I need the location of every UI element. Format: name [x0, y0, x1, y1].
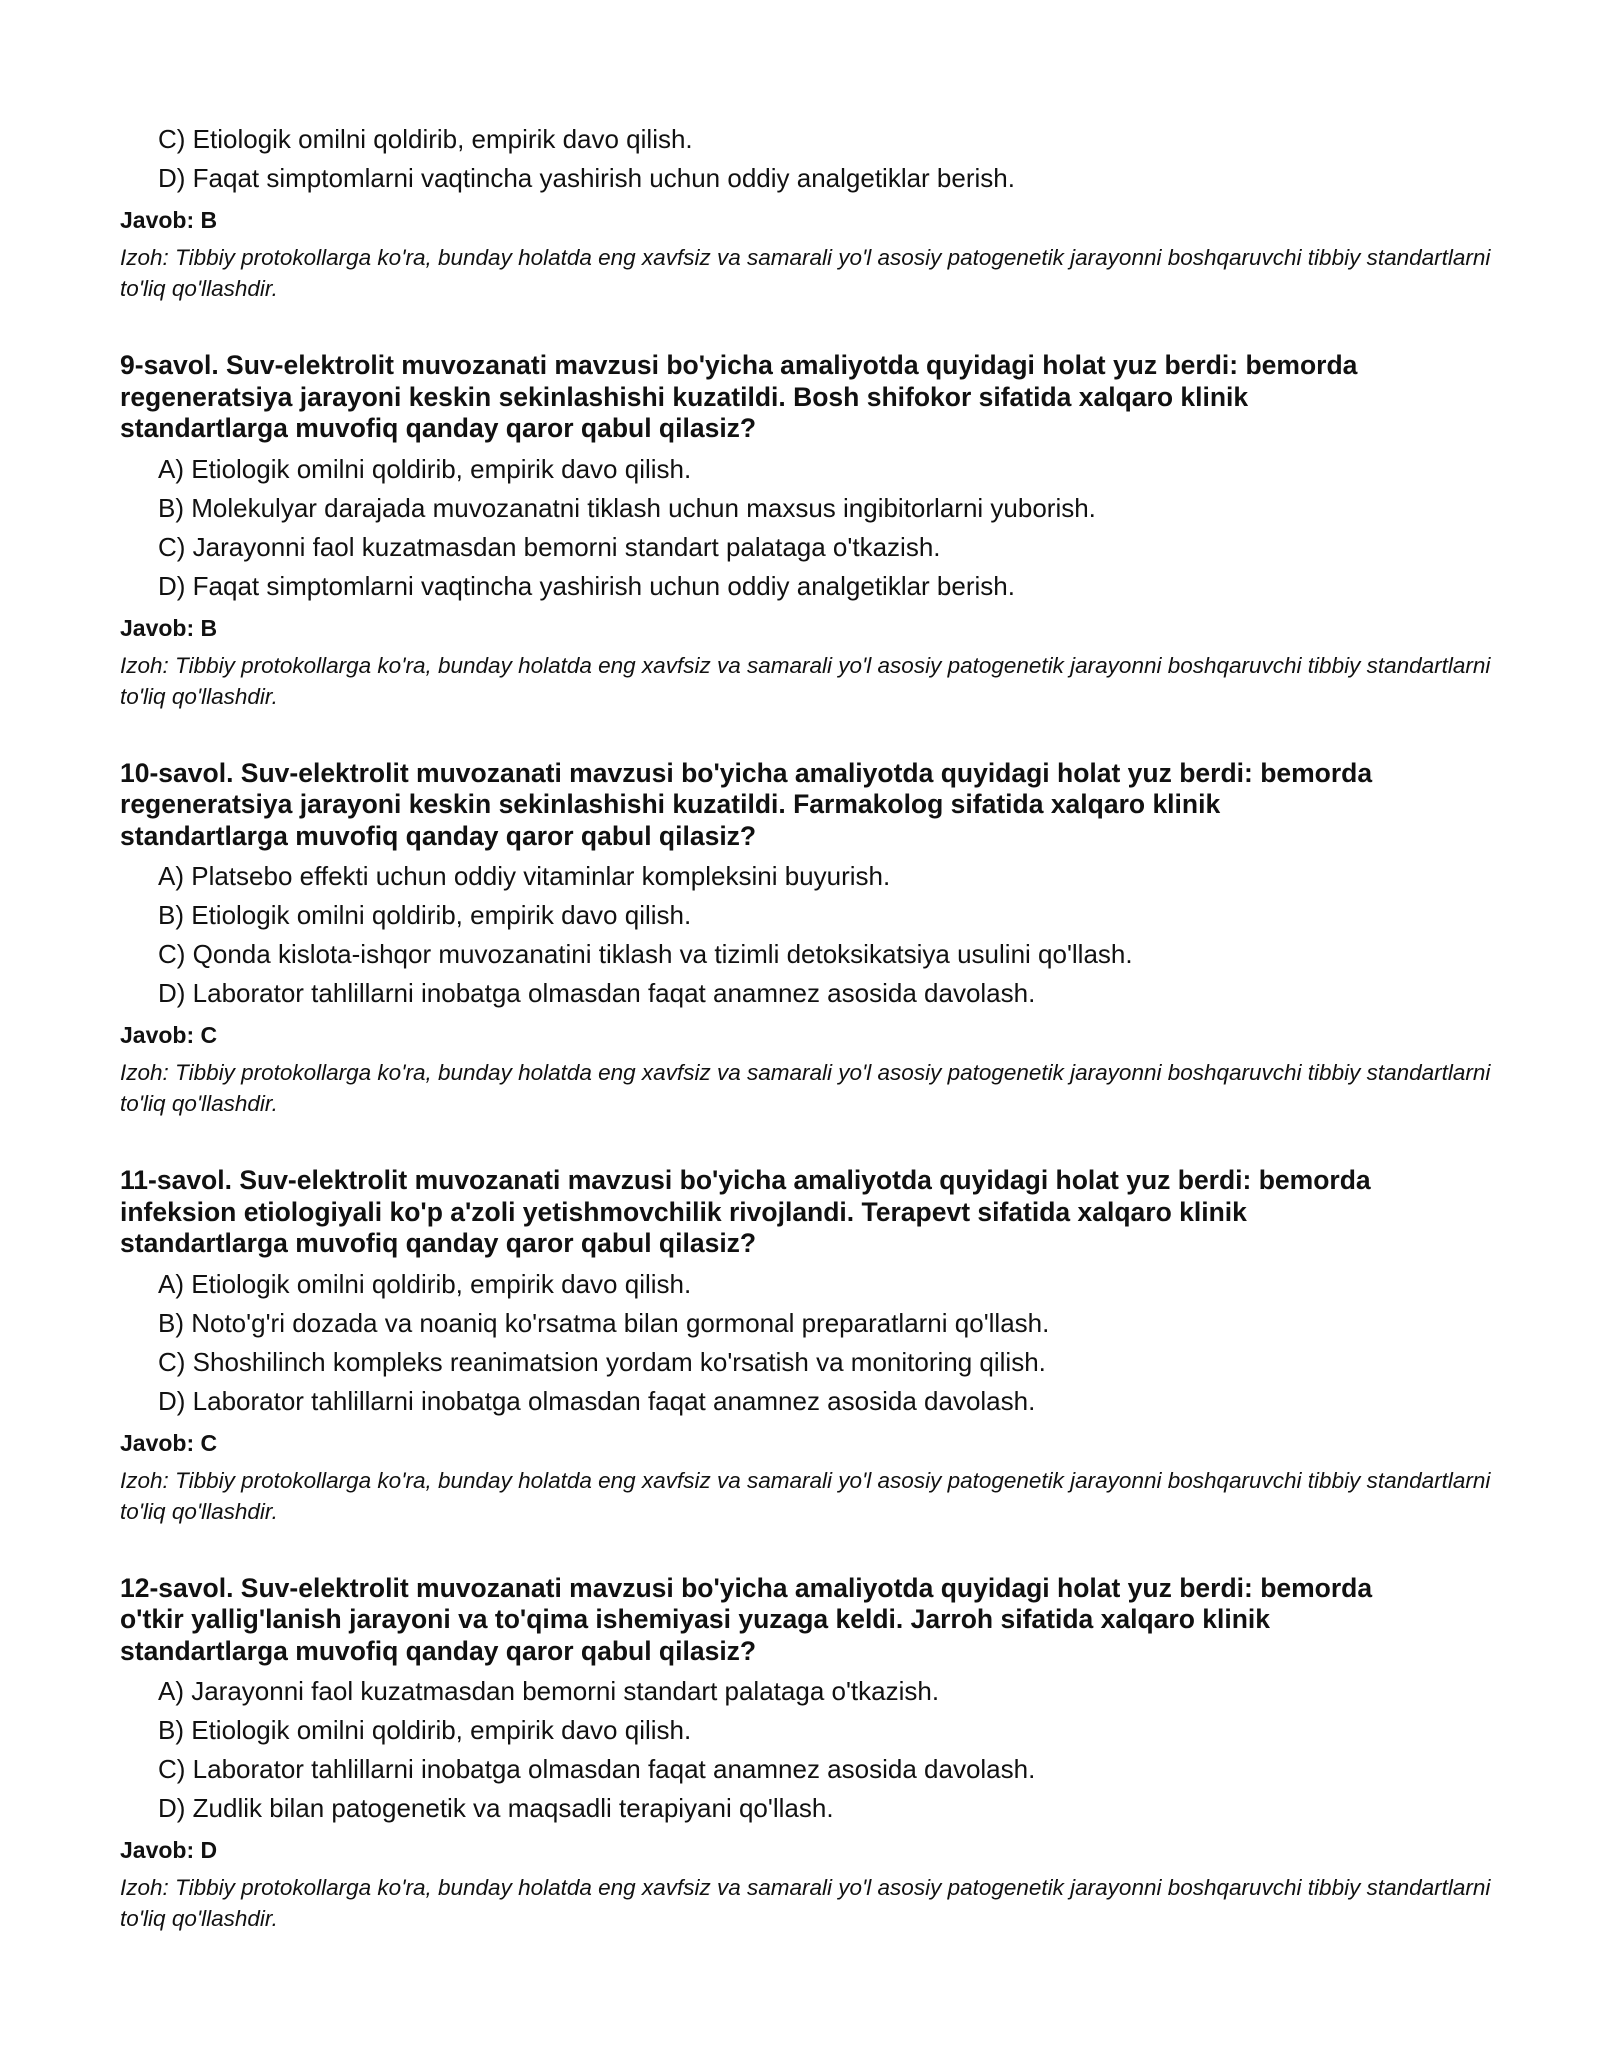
answer-label: Javob: B [120, 207, 218, 233]
answer-label: Javob: B [120, 614, 218, 641]
question-11 [120, 1165, 1510, 1527]
option-d: D) Faqat simptomlarni vaqtincha yashirish uchun oddiy analgetiklar berish. [158, 163, 1015, 193]
question-title-line: standartlarga muvofiq qanday qaror qabul qilasiz? [120, 820, 757, 851]
option-c: C) Etiologik omilni qoldirib, empirik davo qilish. [158, 124, 693, 154]
option-d: D) Laborator tahlillarni inobatga olmasdan faqat anamnez asosida davolash. [158, 978, 1036, 1008]
option-b: B) Etiologik omilni qoldirib, empirik davo qilish. [158, 900, 692, 930]
option-c: C) Jarayonni faol kuzatmasdan bemorni standart palataga o'tkazish. [158, 531, 941, 562]
question-title [120, 758, 1510, 853]
option-a: A) Jarayonni faol kuzatmasdan bemorni standart palataga o'tkazish. [158, 1676, 940, 1706]
option-d: D) Faqat simptomlarni vaqtincha yashirish uchun oddiy analgetiklar berish. [158, 570, 1015, 601]
question-title-line: 12-savol. Suv-elektrolit muvozanati mavzusi bo'yicha amaliyotda quyidagi holat yuz berdi: bemorda [120, 1572, 1373, 1603]
question-title [120, 1165, 1510, 1260]
question-title [120, 350, 1510, 445]
explanation-note: Izoh: Tibbiy protokollarga ko'ra, bunday holatda eng xavfsiz va samarali yo'l asosiy patogenetik jarayonni boshqaruvchi tibbiy standartlarni to'liq qo'llashdir. [120, 1875, 1491, 1931]
question-title-line: o'tkir yallig'lanish jarayoni va to'qima ishemiyasi yuzaga keldi. Jarroh sifatida xalqaro klinik [120, 1604, 1270, 1634]
question-9 [120, 350, 1510, 712]
option-b: B) Noto'g'ri dozada va noaniq ko'rsatma bilan gormonal preparatlarni qo'llash. [158, 1307, 1050, 1338]
option-c: C) Shoshilinch kompleks reanimatsion yordam ko'rsatish va monitoring qilish. [158, 1346, 1046, 1377]
question-title-line: infeksion etiologiyali ko'p a'zoli yetishmovchilik rivojlandi. Terapevt sifatida xalqaro klinik [120, 1196, 1247, 1227]
option-a: A) Platsebo effekti uchun oddiy vitaminlar kompleksini buyurish. [158, 861, 891, 891]
explanation-note: Izoh: Tibbiy protokollarga ko'ra, bunday holatda eng xavfsiz va samarali yo'l asosiy patogenetik jarayonni boshqaruvchi tibbiy standartlarni to'liq qo'llashdir. [120, 1060, 1491, 1116]
question-title [120, 1573, 1510, 1668]
option-b: B) Etiologik omilni qoldirib, empirik davo qilish. [158, 1715, 692, 1745]
option-a: A) Etiologik omilni qoldirib, empirik davo qilish. [158, 1268, 692, 1299]
explanation-note: Izoh: Tibbiy protokollarga ko'ra, bunday holatda eng xavfsiz va samarali yo'l asosiy patogenetik jarayonni boshqaruvchi tibbiy standartlarni to'liq qo'llashdir. [120, 245, 1491, 301]
option-b: B) Molekulyar darajada muvozanatni tiklash uchun maxsus ingibitorlarni yuborish. [158, 492, 1096, 523]
answer-label: Javob: D [120, 1837, 218, 1863]
explanation-note: Izoh: Tibbiy protokollarga ko'ra, bunday holatda eng xavfsiz va samarali yo'l asosiy patogenetik jarayonni boshqaruvchi tibbiy standartlarni to'liq qo'llashdir. [120, 652, 1491, 709]
answer-label: Javob: C [120, 1429, 218, 1456]
option-d: D) Zudlik bilan patogenetik va maqsadli terapiyani qo'llash. [158, 1793, 834, 1823]
question-10 [120, 758, 1510, 1120]
question-title-line: standartlarga muvofiq qanday qaror qabul qilasiz? [120, 1228, 757, 1258]
question-title-line: regeneratsiya jarayoni keskin sekinlashishi kuzatildi. Farmakolog sifatida xalqaro klinik [120, 789, 1221, 819]
option-c: C) Qonda kislota-ishqor muvozanatini tiklash va tizimli detoksikatsiya usulini qo'llash. [158, 939, 1133, 969]
option-c: C) Laborator tahlillarni inobatga olmasdan faqat anamnez asosida davolash. [158, 1754, 1036, 1784]
explanation-note: Izoh: Tibbiy protokollarga ko'ra, bunday holatda eng xavfsiz va samarali yo'l asosiy patogenetik jarayonni boshqaruvchi tibbiy standartlarni to'liq qo'llashdir. [120, 1467, 1491, 1524]
question-12 [120, 1573, 1510, 1935]
option-a: A) Etiologik omilni qoldirib, empirik davo qilish. [158, 453, 692, 484]
question-title-line: 11-savol. Suv-elektrolit muvozanati mavzusi bo'yicha amaliyotda quyidagi holat yuz berdi: bemorda [120, 1165, 1371, 1195]
question-title-line: 9-savol. Suv-elektrolit muvozanati mavzusi bo'yicha amaliyotda quyidagi holat yuz berdi: bemorda [120, 350, 1358, 380]
option-d: D) Laborator tahlillarni inobatga olmasdan faqat anamnez asosida davolash. [158, 1385, 1036, 1416]
question-8-continuation [120, 120, 1510, 304]
question-title-line: standartlarga muvofiq qanday qaror qabul qilasiz? [120, 413, 757, 443]
question-title-line: 10-savol. Suv-elektrolit muvozanati mavzusi bo'yicha amaliyotda quyidagi holat yuz berdi: bemorda [120, 757, 1373, 788]
question-title-line: regeneratsiya jarayoni keskin sekinlashishi kuzatildi. Bosh shifokor sifatida xalqaro klinik [120, 381, 1249, 412]
answer-label: Javob: C [120, 1022, 218, 1048]
document-page [120, 120, 1510, 1934]
question-title-line: standartlarga muvofiq qanday qaror qabul qilasiz? [120, 1635, 757, 1666]
